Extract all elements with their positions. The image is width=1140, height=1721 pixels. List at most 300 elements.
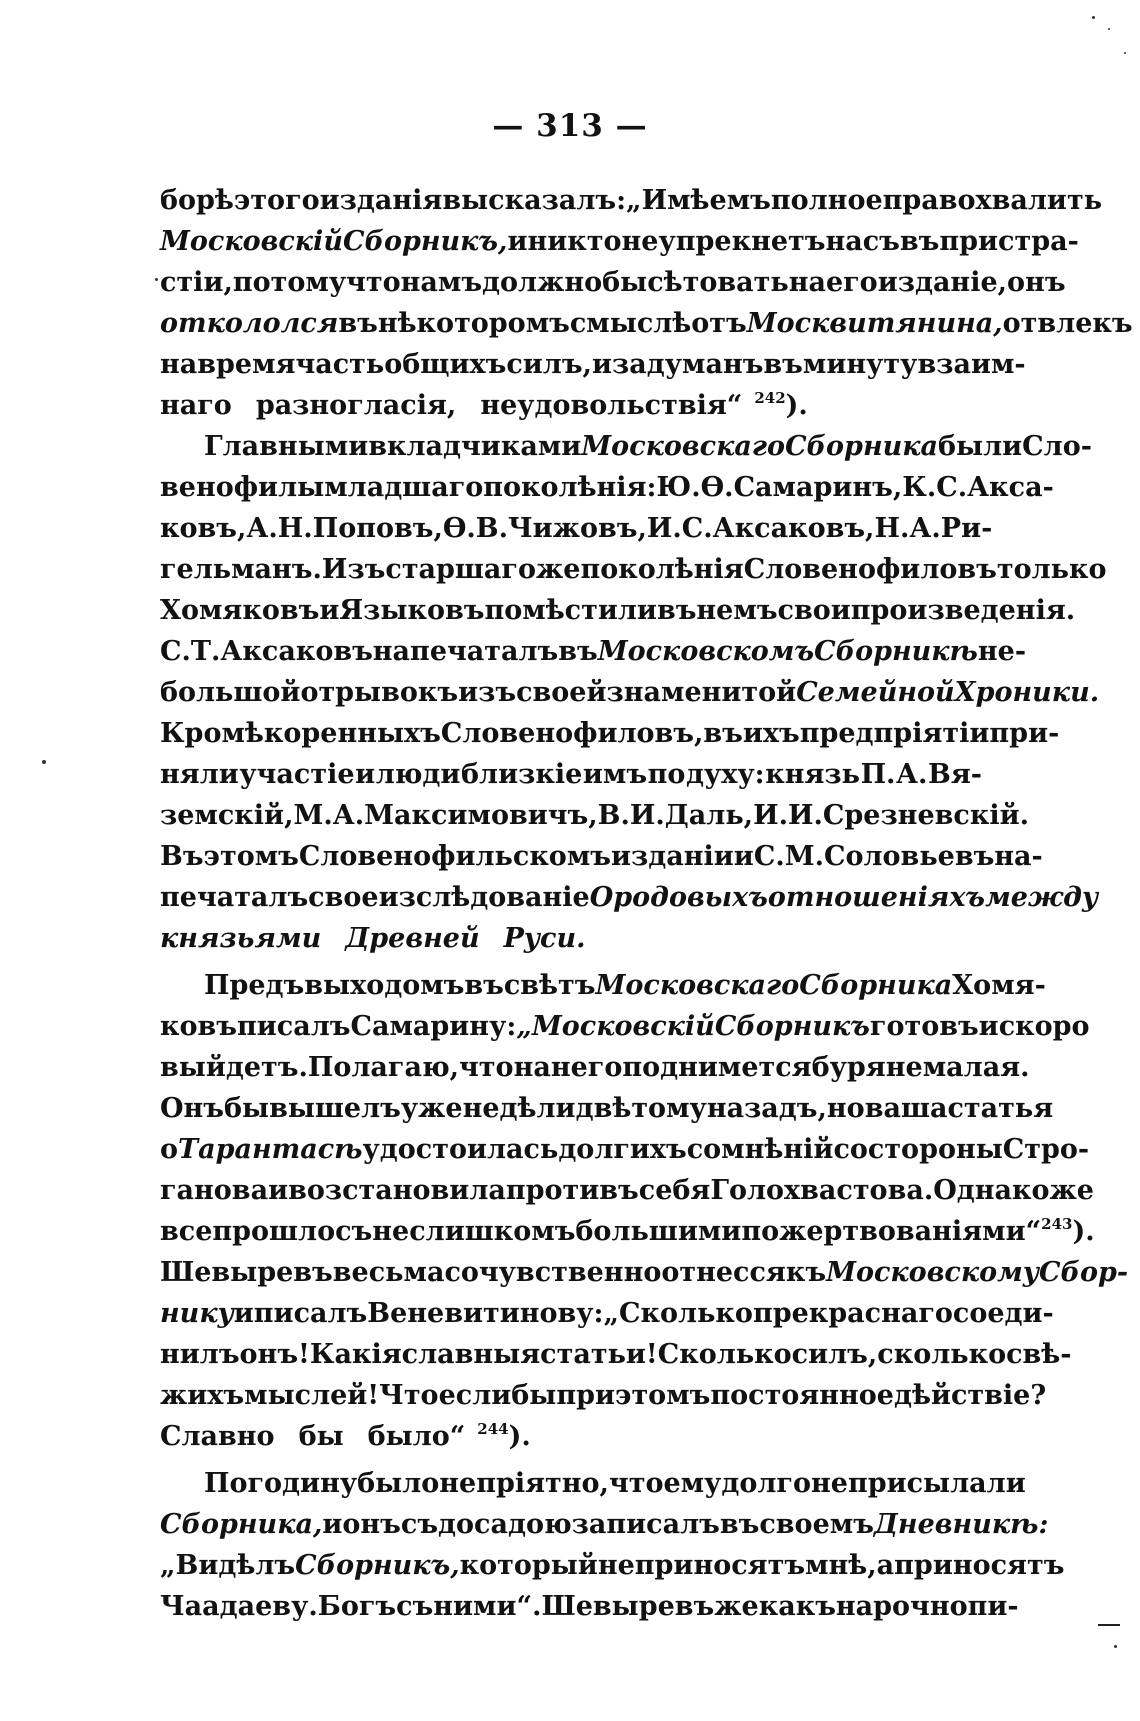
word — [786, 390, 820, 421]
italic-word — [874, 1504, 1049, 1545]
word — [295, 344, 384, 385]
word — [836, 1586, 968, 1627]
word-text: родовыхъ — [613, 882, 768, 913]
word-text: И. — [646, 513, 682, 544]
word-text: гельманъ. — [160, 554, 322, 585]
word — [234, 180, 320, 221]
word — [160, 713, 264, 754]
word-text: Московскому — [826, 1257, 1039, 1288]
text-line — [160, 754, 982, 795]
word-text: Что — [379, 1380, 439, 1411]
text-line — [160, 590, 1076, 631]
word — [883, 180, 976, 221]
word — [204, 836, 299, 877]
word — [304, 965, 464, 1006]
word-text: Вя- — [928, 759, 982, 790]
italic-word — [613, 877, 768, 918]
word — [338, 303, 377, 344]
word — [851, 590, 1075, 631]
word-text: ). — [508, 1421, 531, 1452]
text-line — [160, 180, 1103, 221]
text-line — [160, 1170, 1094, 1211]
word — [558, 631, 597, 672]
word-text: поднимется — [622, 1052, 812, 1083]
word-text: участіе — [239, 759, 355, 790]
word-text: было“ — [367, 1421, 466, 1452]
scan-speck — [42, 760, 46, 764]
text-line — [160, 1129, 1090, 1170]
word — [778, 590, 851, 631]
word — [409, 1211, 575, 1252]
word — [333, 1252, 445, 1293]
word — [886, 1047, 923, 1088]
word-text: Погодину — [204, 1468, 358, 1499]
word — [877, 1334, 1006, 1375]
word — [333, 795, 364, 836]
word — [160, 836, 204, 877]
word — [994, 836, 1042, 877]
word — [713, 508, 875, 549]
word — [865, 1088, 948, 1129]
word-text: противъ — [505, 1175, 639, 1206]
word — [720, 1504, 759, 1545]
word — [894, 1545, 1064, 1586]
word — [1072, 1216, 1094, 1247]
word — [789, 262, 826, 303]
word — [396, 1586, 433, 1627]
word-text: отъ — [691, 308, 747, 339]
word-text: не — [621, 226, 659, 257]
word-text: насъ — [825, 226, 900, 257]
word-text: Сбор- — [1038, 1257, 1129, 1288]
word-text: въ — [899, 226, 940, 257]
word — [444, 1252, 661, 1293]
word-text: изслѣдованіе — [378, 882, 590, 913]
word — [160, 1334, 240, 1375]
text-line — [160, 836, 1043, 877]
word-text: часть — [295, 349, 385, 380]
word — [536, 549, 580, 590]
word-text: долго — [721, 1468, 811, 1499]
word-text: Полагаю, — [307, 1052, 460, 1083]
word — [714, 1586, 758, 1627]
word-text: было — [357, 1468, 440, 1499]
word-text: никто — [527, 226, 622, 257]
word — [438, 1504, 572, 1545]
word — [441, 713, 704, 754]
text-line — [160, 1252, 1129, 1293]
word-text: въ — [464, 970, 504, 1001]
word-text: Кромѣ — [160, 718, 264, 749]
word — [224, 1088, 269, 1129]
word — [939, 221, 1078, 262]
word — [483, 467, 656, 508]
word — [346, 262, 401, 303]
word-text: сколько — [877, 1339, 1007, 1370]
word — [878, 262, 1007, 303]
word-text: духу: — [686, 759, 765, 790]
word-text: близкіе — [461, 759, 583, 790]
word-text: уже — [400, 1093, 463, 1124]
word-text: С. — [681, 513, 713, 544]
italic-word — [985, 877, 1098, 918]
word — [160, 549, 322, 590]
word-text: Хомяковъ — [160, 595, 320, 626]
word-text: Древней — [345, 923, 480, 954]
word-text: О — [589, 882, 614, 913]
word-text: скоро — [998, 1011, 1090, 1042]
word-text: на — [160, 349, 198, 380]
word — [322, 1504, 342, 1545]
word — [160, 590, 319, 631]
word-text: въ — [703, 718, 743, 749]
word-text: Веневитинову: — [367, 1298, 604, 1329]
word-text: назадъ, — [706, 1093, 827, 1124]
word — [204, 426, 368, 467]
word-text: Аксаковъ — [220, 636, 373, 667]
word — [592, 344, 612, 385]
word — [364, 795, 597, 836]
word — [827, 1088, 865, 1129]
word — [902, 467, 936, 508]
word-text: Максимовичъ, — [364, 800, 598, 831]
word — [979, 1006, 999, 1047]
word — [707, 1088, 827, 1129]
word-text: Поповъ, — [312, 513, 443, 544]
word-text: нилъ — [160, 1339, 240, 1370]
text-line — [160, 795, 1030, 836]
word-text: въ — [338, 308, 378, 339]
word-text: Руси. — [503, 923, 586, 954]
word-text: только — [996, 554, 1107, 585]
word-text: на — [513, 1052, 551, 1083]
word — [647, 508, 682, 549]
word — [803, 344, 918, 385]
word-text: приносятъ — [894, 1550, 1065, 1581]
word-text: К. — [902, 472, 937, 503]
text-line — [160, 965, 1046, 1006]
word — [570, 303, 691, 344]
word — [622, 1047, 811, 1088]
footnote-ref: 243 — [1041, 1215, 1073, 1233]
word-text: Словенофиловъ, — [440, 718, 704, 749]
word-text: сочувственно — [444, 1257, 662, 1288]
word — [160, 1129, 178, 1170]
word-text: упрекнетъ — [658, 226, 826, 257]
word-text: слишкомъ — [409, 1216, 576, 1247]
word-text: не- — [977, 636, 1027, 667]
word — [710, 1375, 894, 1416]
word-text: Н. — [277, 513, 313, 544]
word — [160, 467, 324, 508]
text-line — [160, 426, 1092, 467]
word-text: и — [507, 226, 528, 257]
word-text: право — [882, 185, 976, 216]
word-text: С. — [160, 636, 191, 667]
word-text: М. — [784, 841, 825, 872]
word-text: бы — [602, 267, 648, 298]
word-text: вкладчиками — [368, 431, 582, 462]
word-text: который — [459, 1550, 598, 1581]
word-text: помѣстили — [484, 595, 657, 626]
word — [480, 385, 820, 426]
word-text: его — [825, 267, 878, 298]
word-text: писалъ — [236, 1011, 351, 1042]
word — [299, 836, 611, 877]
text-line — [160, 1463, 1026, 1504]
word-text: Сборникъ — [714, 1011, 870, 1042]
text-line — [160, 918, 982, 959]
word — [999, 1006, 1090, 1047]
word-text: возстановила — [288, 1175, 506, 1206]
word — [401, 1504, 438, 1545]
text-line — [160, 385, 982, 426]
word — [558, 1129, 686, 1170]
word-text: въ — [719, 1509, 760, 1540]
text-line — [160, 672, 1100, 713]
word-text: съ — [400, 1509, 439, 1540]
word-text: А. — [332, 800, 365, 831]
word-text: этомъ — [615, 1380, 711, 1411]
word-text: Срезневскій. — [822, 800, 1030, 831]
word-text: изданія — [319, 185, 443, 216]
scan-speck — [155, 278, 158, 281]
word-text: въ — [763, 349, 803, 380]
word-text: Главными — [204, 431, 369, 462]
italic-word — [581, 426, 785, 467]
word-text: ему — [663, 1468, 722, 1499]
text-line — [160, 1375, 1047, 1416]
scan-speck — [1124, 52, 1126, 54]
word — [572, 1504, 720, 1545]
word-text: Стро- — [1002, 1134, 1090, 1165]
word — [952, 965, 1046, 1006]
word-text: же — [535, 554, 581, 585]
word — [848, 1463, 1026, 1504]
word — [160, 1586, 318, 1627]
word-text: записалъ — [571, 1509, 720, 1540]
word — [373, 631, 558, 672]
word — [401, 1088, 463, 1129]
word-text: Словенофиловъ — [743, 554, 997, 585]
word — [320, 180, 443, 221]
word-text: изъ — [458, 677, 517, 708]
word — [463, 1088, 576, 1129]
word-text: славныя — [401, 1339, 541, 1370]
word — [976, 180, 1102, 221]
word — [401, 262, 482, 303]
word-text: нѣкоторомъ — [377, 308, 570, 339]
word — [947, 1088, 1053, 1129]
word-text: и — [733, 841, 754, 872]
text-line — [160, 344, 1026, 385]
word-text: ваша — [864, 1093, 948, 1124]
word-text: отношеніяхъ — [767, 882, 986, 913]
word — [615, 1375, 710, 1416]
word-text: Богъ — [317, 1591, 397, 1622]
word — [160, 1545, 295, 1586]
word — [458, 672, 516, 713]
word-text: о — [160, 1134, 179, 1165]
text-line — [160, 221, 1079, 262]
word-text: взаим- — [917, 349, 1026, 380]
word — [439, 1375, 557, 1416]
word-text: люди — [375, 759, 461, 790]
word-text: двѣ — [575, 1093, 632, 1124]
word-text: и — [268, 1175, 289, 1206]
word-text: князьями — [160, 923, 322, 954]
text-line — [160, 1416, 982, 1457]
word — [372, 1211, 409, 1252]
word — [812, 1047, 886, 1088]
word — [191, 631, 221, 672]
italic-word — [343, 221, 508, 262]
word — [402, 1334, 541, 1375]
word-text: знаменитой — [606, 677, 797, 708]
word-text: съ — [396, 1591, 434, 1622]
word-text: А. — [909, 513, 941, 544]
word — [308, 877, 378, 918]
word — [800, 713, 990, 754]
text-line — [160, 549, 1107, 590]
scan-speck — [1114, 1645, 1117, 1648]
word-text: и — [978, 1011, 999, 1042]
word — [160, 1006, 237, 1047]
word — [909, 508, 940, 549]
word-text: пристра- — [939, 226, 1079, 257]
word — [378, 303, 570, 344]
word — [602, 262, 647, 303]
word-text: силъ, — [506, 349, 592, 380]
word-text: что — [346, 267, 401, 298]
word-text: Акса- — [967, 472, 1054, 503]
word — [900, 221, 939, 262]
word — [322, 549, 385, 590]
word-text: ). — [785, 390, 808, 421]
word-text: дѣйствіе? — [893, 1380, 1047, 1411]
word-text: Шевыревъ — [541, 1591, 715, 1622]
word-text: должно — [482, 267, 603, 298]
word-text: С. — [936, 472, 968, 503]
italic-word — [160, 221, 343, 262]
word — [630, 795, 665, 836]
word-text: Хомя- — [952, 970, 1046, 1001]
scan-mark — [1098, 1624, 1120, 1626]
word — [439, 1463, 609, 1504]
italic-word — [504, 918, 598, 959]
word-text: Даль, — [664, 800, 754, 831]
word — [160, 631, 191, 672]
word-text: няли — [160, 759, 239, 790]
word-text: него — [550, 1052, 623, 1083]
word — [833, 1129, 867, 1170]
italic-word — [160, 303, 338, 344]
word — [786, 1252, 826, 1293]
word-text: прошло — [212, 1216, 336, 1247]
word-text: изданіи — [611, 841, 734, 872]
word-text: приносятъ — [634, 1550, 806, 1581]
word-text: минуту — [802, 349, 918, 380]
word — [350, 1006, 516, 1047]
word-text: Сборника — [785, 431, 939, 462]
word-text: тому — [631, 1093, 707, 1124]
word-text: досадою — [438, 1509, 572, 1540]
word-text: Соловьевъ — [824, 841, 995, 872]
text-line — [160, 508, 993, 549]
word-text: неудовольствія“ — [480, 390, 743, 421]
word-text: имъ — [582, 759, 648, 790]
word — [647, 262, 788, 303]
word — [656, 467, 700, 508]
word — [609, 1463, 664, 1504]
word-text: нику — [160, 1298, 234, 1329]
word — [622, 221, 659, 262]
word-text: Сборника, — [160, 1509, 323, 1540]
footnote-ref: 244 — [477, 1420, 509, 1438]
word-text: смыслѣ — [569, 308, 692, 339]
text-line — [160, 1586, 1019, 1627]
word — [551, 1047, 623, 1088]
word — [763, 344, 802, 385]
italic-word — [160, 1293, 234, 1334]
word-text: младшаго — [324, 472, 484, 503]
word-text: Славно — [160, 1421, 275, 1452]
word-text: ковъ, — [160, 513, 247, 544]
word — [785, 836, 824, 877]
word-text: „Московскій — [516, 1011, 715, 1042]
word-text: Тарантасѣ — [178, 1134, 363, 1165]
word-text: своей — [516, 677, 607, 708]
word — [379, 1375, 438, 1416]
word-text: Онъ — [160, 1093, 224, 1124]
italic-word — [345, 918, 491, 959]
word-text: все — [160, 1216, 213, 1247]
word — [234, 1293, 254, 1334]
text-line — [160, 262, 1066, 303]
word — [509, 1421, 543, 1452]
word — [313, 508, 443, 549]
word — [658, 1334, 792, 1375]
word — [788, 795, 823, 836]
word-text: по — [647, 759, 686, 790]
word — [160, 1375, 244, 1416]
word-text: венофилы — [160, 472, 325, 503]
word-text: время — [197, 349, 296, 380]
word — [663, 1463, 721, 1504]
word — [753, 795, 788, 836]
word — [368, 426, 581, 467]
word-text: хвалить — [975, 185, 1103, 216]
word — [324, 467, 483, 508]
word-text: Изъ — [321, 554, 386, 585]
word-text: бы — [298, 1421, 344, 1452]
word — [160, 385, 244, 426]
word — [239, 754, 354, 795]
word-text: Самаринъ, — [733, 472, 903, 503]
word — [160, 262, 233, 303]
word — [576, 1088, 632, 1129]
word — [160, 180, 234, 221]
word — [978, 631, 1026, 672]
word — [506, 1170, 639, 1211]
word-text: соеди- — [952, 1298, 1054, 1329]
word — [254, 1293, 367, 1334]
word — [204, 965, 304, 1006]
word — [256, 385, 469, 426]
word-text: на — [788, 267, 826, 298]
word-text: въ — [558, 636, 598, 667]
word — [936, 467, 967, 508]
